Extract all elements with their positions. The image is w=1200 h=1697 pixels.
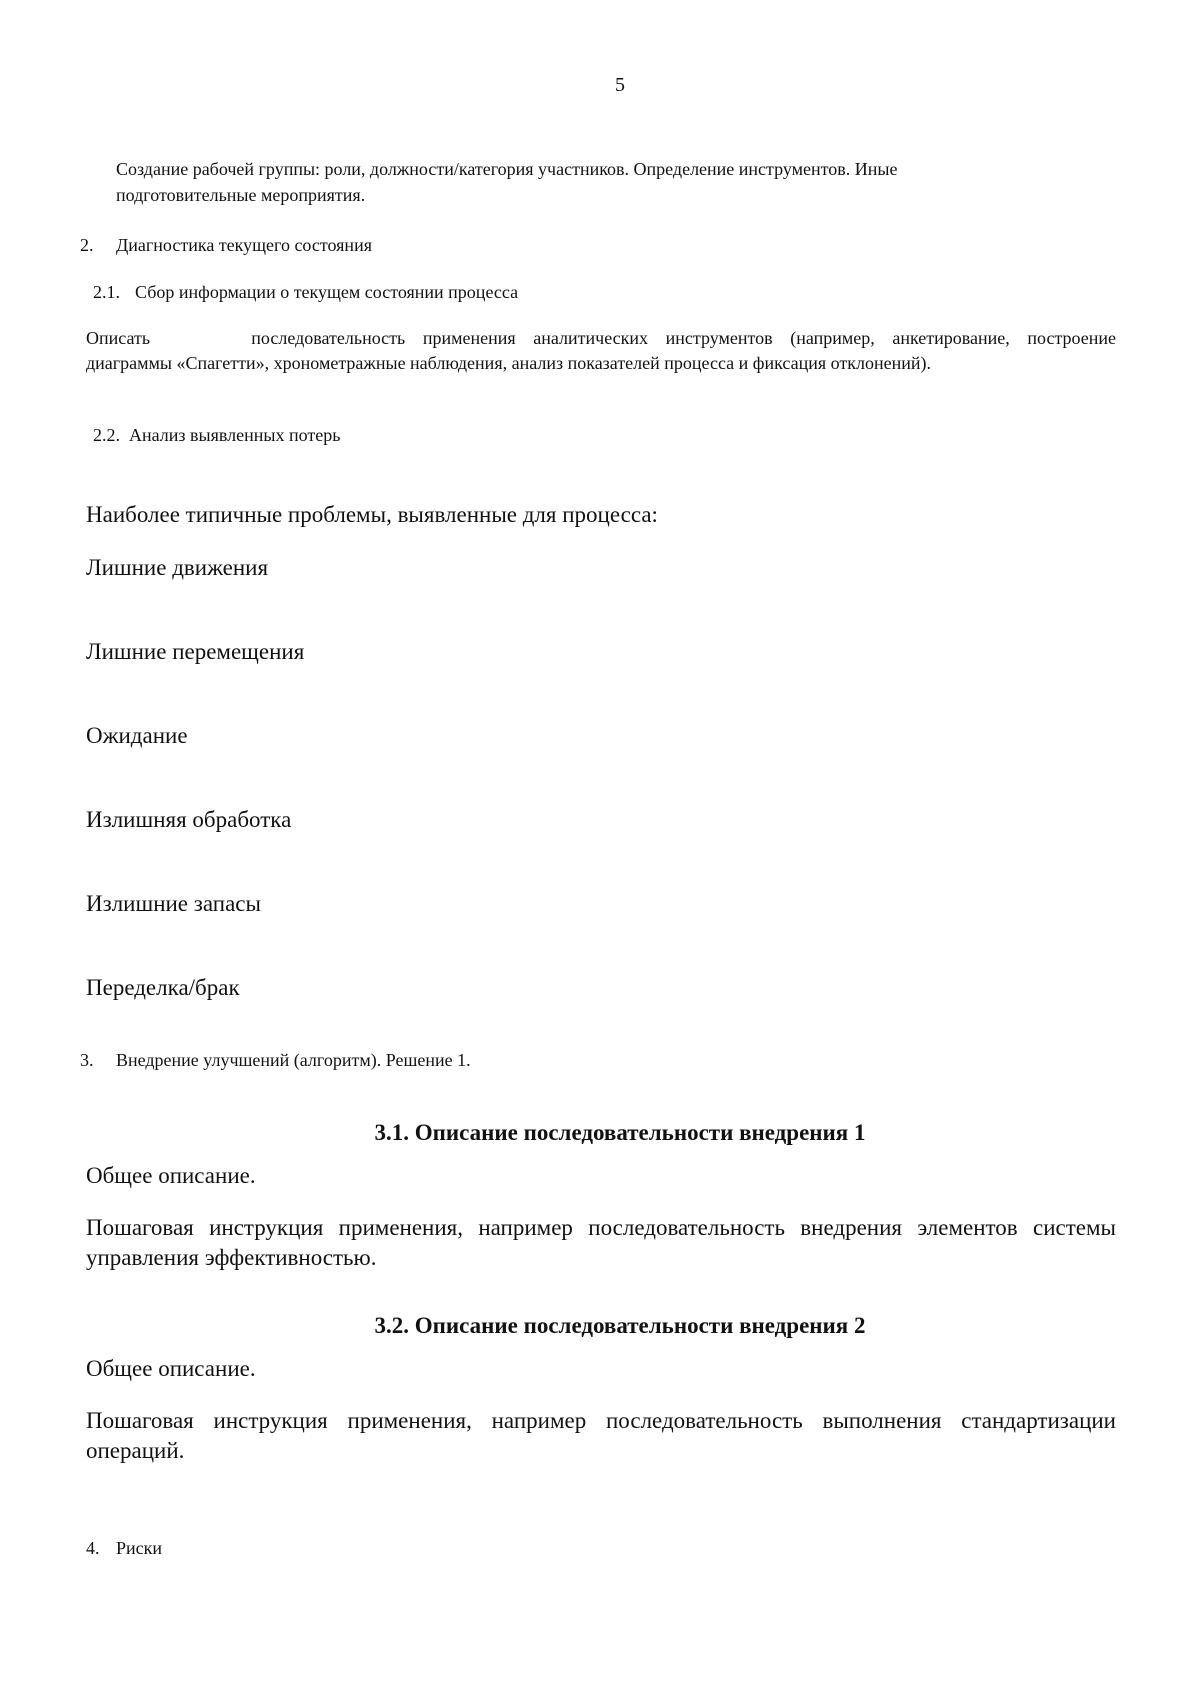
subsection-3-2-instruction-line-1: Пошаговая инструкция применения, например последовательность выполнения стандартизации <box>86 1408 1116 1433</box>
subsection-2-2-title: Анализ выявленных потерь <box>129 425 341 445</box>
problem-item: Переделка/брак <box>86 975 240 1000</box>
section-2-number: 2. <box>80 235 94 255</box>
problem-item: Лишние перемещения <box>86 639 305 664</box>
section-3-number: 3. <box>80 1050 94 1070</box>
section-3-title: Внедрение улучшений (алгоритм). Решение 1. <box>116 1050 471 1070</box>
section-2-title: Диагностика текущего состояния <box>116 235 372 255</box>
problem-item: Излишняя обработка <box>86 807 292 832</box>
intro-line-1: Создание рабочей группы: роли, должности/категория участников. Определение инструментов. Иные <box>116 159 898 179</box>
subsection-3-1-general: Общее описание. <box>86 1163 256 1188</box>
subsection-2-2-heading <box>93 422 340 448</box>
section-4-title: Риски <box>116 1538 163 1558</box>
section-4-number: 4. <box>86 1538 100 1558</box>
problem-item: Излишние запасы <box>86 891 261 916</box>
subsection-3-2-general: Общее описание. <box>86 1356 256 1381</box>
subsection-3-1-heading: 3.1. Описание последовательности внедрения 1 <box>374 1120 866 1145</box>
describe-rest: последовательность применения аналитических инструментов (например, анкетирование, построение <box>251 328 1116 348</box>
section-3-heading <box>80 1047 471 1073</box>
intro-line-2: подготовительные мероприятия. <box>116 185 366 205</box>
page-number: 5 <box>615 74 625 96</box>
subsection-3-2-instruction-line-2: операций. <box>86 1438 185 1463</box>
subsection-3-1-instruction-line-2: управления эффективностью. <box>86 1245 377 1270</box>
subsection-2-1-text-line-1 <box>86 325 1116 351</box>
problem-item: Лишние движения <box>86 555 269 580</box>
section-2-heading <box>80 232 372 258</box>
describe-word: Описать <box>86 328 151 348</box>
subsection-3-1-instruction-line-1: Пошаговая инструкция применения, например последовательность внедрения элементов системы <box>86 1215 1116 1240</box>
subsection-2-1-title: Сбор информации о текущем состоянии процесса <box>135 282 519 302</box>
problems-heading: Наиболее типичные проблемы, выявленные для процесса: <box>86 502 658 527</box>
section-4-heading <box>86 1535 162 1561</box>
subsection-2-2-number: 2.2. <box>93 425 120 445</box>
problem-item: Ожидание <box>86 723 188 748</box>
subsection-2-1-heading <box>93 279 518 305</box>
subsection-2-1-number: 2.1. <box>93 282 120 302</box>
subsection-2-1-text-line-2: диаграммы «Спагетти», хронометражные наблюдения, анализ показателей процесса и фиксация отклонений). <box>86 353 932 373</box>
subsection-3-2-heading: 3.2. Описание последовательности внедрения 2 <box>374 1313 866 1338</box>
